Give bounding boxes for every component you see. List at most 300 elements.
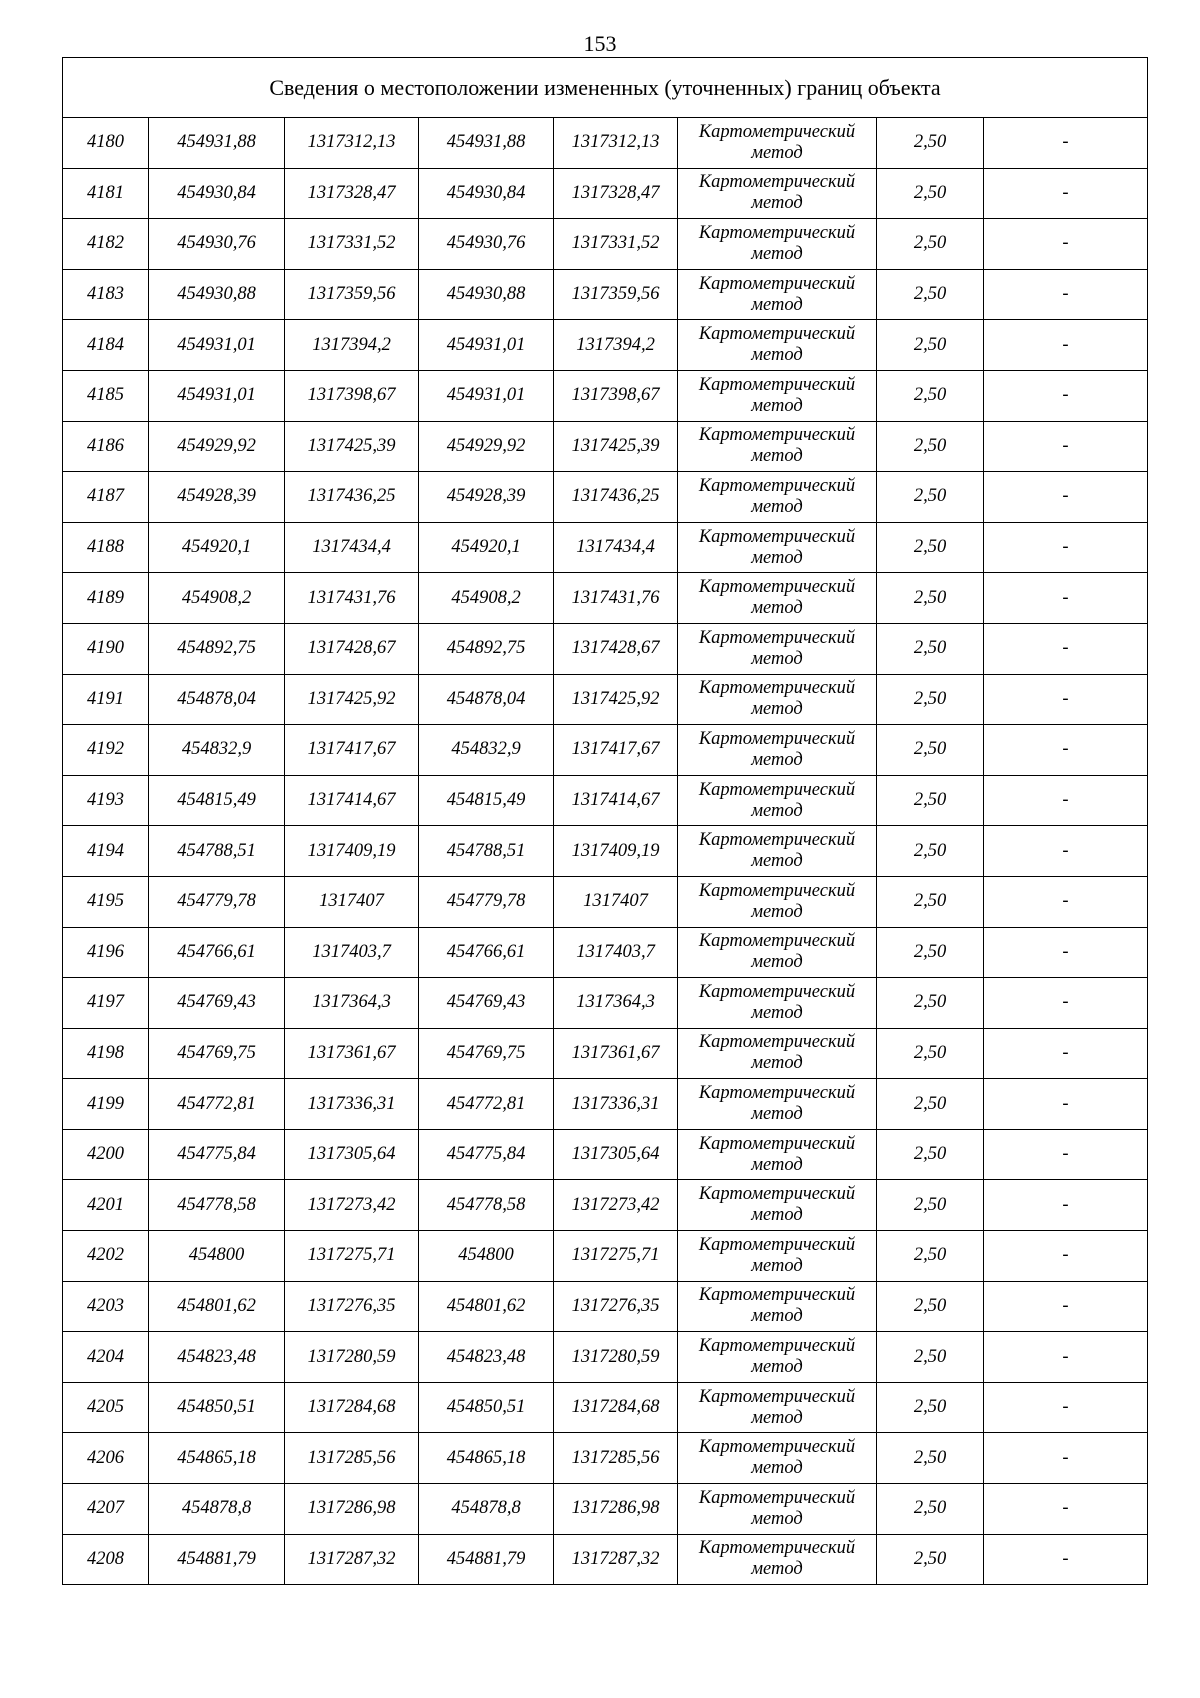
cell-point-number: 4187 [63,472,149,523]
cell-description: - [984,1382,1148,1433]
cell-description: - [984,876,1148,927]
cell-accuracy: 2,50 [877,674,984,725]
cell-y-existing: 1317414,67 [285,775,419,826]
cell-x-existing: 454931,01 [149,370,285,421]
cell-x-existing: 454779,78 [149,876,285,927]
cell-point-number: 4189 [63,573,149,624]
table-row [63,927,1148,978]
method-line-1: Картометрический [698,1487,856,1508]
method-line-1: Картометрический [698,1133,856,1154]
cell-x-new: 454929,92 [419,421,554,472]
method-line-2: метод [751,952,803,973]
cell-description: - [984,674,1148,725]
cell-x-new: 454778,58 [419,1180,554,1231]
cell-x-new: 454892,75 [419,623,554,674]
method-line-1: Картометрический [698,222,856,243]
cell-method [678,1534,877,1585]
cell-x-existing: 454930,84 [149,168,285,219]
method-line-1: Картометрический [698,1234,856,1255]
table-row [63,522,1148,573]
table-row [63,219,1148,270]
cell-point-number: 4200 [63,1129,149,1180]
cell-x-new: 454788,51 [419,826,554,877]
table-row [63,472,1148,523]
cell-x-existing: 454920,1 [149,522,285,573]
cell-point-number: 4196 [63,927,149,978]
cell-description: - [984,1028,1148,1079]
cell-x-existing: 454930,76 [149,219,285,270]
cell-y-new: 1317336,31 [554,1079,678,1130]
cell-y-existing: 1317275,71 [285,1231,419,1282]
table-row [63,1180,1148,1231]
method-line-1: Картометрический [698,981,856,1002]
cell-description: - [984,1484,1148,1535]
cell-method [678,1079,877,1130]
method-line-2: метод [751,1205,803,1226]
cell-point-number: 4206 [63,1433,149,1484]
method-line-2: метод [751,1407,803,1428]
table-title-row [63,58,1148,118]
boundary-coordinates-table [62,57,1148,1585]
cell-x-new: 454930,88 [419,269,554,320]
cell-point-number: 4192 [63,725,149,776]
cell-y-existing: 1317328,47 [285,168,419,219]
table-row [63,421,1148,472]
cell-accuracy: 2,50 [877,522,984,573]
cell-accuracy: 2,50 [877,927,984,978]
cell-point-number: 4205 [63,1382,149,1433]
cell-y-existing: 1317312,13 [285,118,419,169]
cell-method [678,370,877,421]
cell-x-existing: 454800 [149,1231,285,1282]
cell-y-existing: 1317336,31 [285,1079,419,1130]
cell-description: - [984,775,1148,826]
method-line-1: Картометрический [698,1538,856,1559]
cell-y-existing: 1317425,92 [285,674,419,725]
cell-y-existing: 1317436,25 [285,472,419,523]
method-line-2: метод [751,699,803,720]
cell-point-number: 4201 [63,1180,149,1231]
cell-x-new: 454930,76 [419,219,554,270]
cell-x-existing: 454931,01 [149,320,285,371]
cell-y-new: 1317425,39 [554,421,678,472]
cell-method [678,978,877,1029]
cell-method [678,472,877,523]
cell-y-existing: 1317280,59 [285,1332,419,1383]
cell-y-existing: 1317431,76 [285,573,419,624]
cell-point-number: 4195 [63,876,149,927]
cell-y-existing: 1317284,68 [285,1382,419,1433]
cell-accuracy: 2,50 [877,1079,984,1130]
cell-description: - [984,1129,1148,1180]
cell-y-existing: 1317305,64 [285,1129,419,1180]
method-line-2: метод [751,1255,803,1276]
cell-x-new: 454931,01 [419,320,554,371]
cell-x-existing: 454815,49 [149,775,285,826]
cell-y-new: 1317428,67 [554,623,678,674]
cell-y-existing: 1317428,67 [285,623,419,674]
cell-accuracy: 2,50 [877,775,984,826]
cell-y-existing: 1317287,32 [285,1534,419,1585]
method-line-2: метод [751,800,803,821]
cell-x-existing: 454930,88 [149,269,285,320]
cell-x-new: 454815,49 [419,775,554,826]
cell-y-new: 1317436,25 [554,472,678,523]
method-line-1: Картометрический [698,830,856,851]
method-line-2: метод [751,648,803,669]
cell-x-new: 454865,18 [419,1433,554,1484]
cell-method [678,320,877,371]
cell-y-new: 1317276,35 [554,1281,678,1332]
cell-accuracy: 2,50 [877,1180,984,1231]
cell-y-existing: 1317359,56 [285,269,419,320]
cell-method [678,573,877,624]
method-line-1: Картометрический [698,627,856,648]
cell-description: - [984,522,1148,573]
cell-y-new: 1317403,7 [554,927,678,978]
cell-x-new: 454801,62 [419,1281,554,1332]
cell-method [678,1332,877,1383]
method-line-1: Картометрический [698,475,856,496]
cell-point-number: 4184 [63,320,149,371]
method-line-2: метод [751,446,803,467]
cell-x-new: 454920,1 [419,522,554,573]
cell-y-new: 1317434,4 [554,522,678,573]
cell-y-new: 1317409,19 [554,826,678,877]
cell-x-new: 454779,78 [419,876,554,927]
cell-y-new: 1317328,47 [554,168,678,219]
cell-point-number: 4180 [63,118,149,169]
cell-y-new: 1317331,52 [554,219,678,270]
table-row [63,1382,1148,1433]
method-line-2: метод [751,345,803,366]
method-line-1: Картометрический [698,324,856,345]
cell-accuracy: 2,50 [877,1231,984,1282]
cell-point-number: 4190 [63,623,149,674]
table-row [63,978,1148,1029]
cell-x-new: 454800 [419,1231,554,1282]
cell-y-new: 1317361,67 [554,1028,678,1079]
cell-x-new: 454850,51 [419,1382,554,1433]
cell-accuracy: 2,50 [877,978,984,1029]
cell-x-new: 454769,75 [419,1028,554,1079]
cell-x-existing: 454766,61 [149,927,285,978]
method-line-2: метод [751,1559,803,1580]
cell-point-number: 4183 [63,269,149,320]
cell-accuracy: 2,50 [877,1382,984,1433]
table-row [63,1231,1148,1282]
cell-y-existing: 1317394,2 [285,320,419,371]
cell-description: - [984,573,1148,624]
cell-point-number: 4186 [63,421,149,472]
cell-x-new: 454930,84 [419,168,554,219]
table-row [63,168,1148,219]
cell-x-new: 454908,2 [419,573,554,624]
cell-x-existing: 454850,51 [149,1382,285,1433]
cell-description: - [984,1332,1148,1383]
cell-x-existing: 454929,92 [149,421,285,472]
table-row [63,1534,1148,1585]
method-line-2: метод [751,851,803,872]
cell-description: - [984,826,1148,877]
cell-x-existing: 454769,43 [149,978,285,1029]
cell-accuracy: 2,50 [877,269,984,320]
cell-y-new: 1317275,71 [554,1231,678,1282]
method-line-1: Картометрический [698,273,856,294]
page-number: 153 [583,31,617,56]
method-line-2: метод [751,1002,803,1023]
method-line-2: метод [751,496,803,517]
cell-point-number: 4191 [63,674,149,725]
cell-accuracy: 2,50 [877,725,984,776]
cell-accuracy: 2,50 [877,623,984,674]
method-line-1: Картометрический [698,1032,856,1053]
cell-accuracy: 2,50 [877,876,984,927]
method-line-2: метод [751,598,803,619]
method-line-1: Картометрический [698,172,856,193]
cell-y-existing: 1317285,56 [285,1433,419,1484]
cell-y-new: 1317312,13 [554,118,678,169]
cell-method [678,775,877,826]
cell-method [678,219,877,270]
cell-point-number: 4208 [63,1534,149,1585]
method-line-2: метод [751,1508,803,1529]
cell-x-new: 454931,88 [419,118,554,169]
cell-x-new: 454775,84 [419,1129,554,1180]
cell-point-number: 4185 [63,370,149,421]
method-line-2: метод [751,749,803,770]
cell-accuracy: 2,50 [877,320,984,371]
cell-y-new: 1317417,67 [554,725,678,776]
table-row [63,370,1148,421]
cell-x-new: 454769,43 [419,978,554,1029]
cell-x-existing: 454878,8 [149,1484,285,1535]
cell-x-existing: 454775,84 [149,1129,285,1180]
cell-description: - [984,927,1148,978]
cell-x-new: 454878,04 [419,674,554,725]
cell-method [678,1231,877,1282]
cell-description: - [984,623,1148,674]
cell-method [678,1484,877,1535]
table-row [63,269,1148,320]
cell-method [678,1028,877,1079]
cell-x-existing: 454832,9 [149,725,285,776]
cell-y-existing: 1317409,19 [285,826,419,877]
cell-x-existing: 454908,2 [149,573,285,624]
method-line-1: Картометрический [698,121,856,142]
method-line-2: метод [751,1306,803,1327]
table-row [63,826,1148,877]
cell-y-existing: 1317425,39 [285,421,419,472]
cell-x-new: 454928,39 [419,472,554,523]
table-row [63,1129,1148,1180]
cell-method [678,826,877,877]
table-row [63,1281,1148,1332]
cell-y-new: 1317364,3 [554,978,678,1029]
cell-description: - [984,168,1148,219]
table-row [63,573,1148,624]
cell-y-new: 1317407 [554,876,678,927]
cell-y-new: 1317431,76 [554,573,678,624]
table-row [63,623,1148,674]
method-line-2: метод [751,294,803,315]
cell-method [678,118,877,169]
cell-point-number: 4181 [63,168,149,219]
method-line-2: метод [751,1357,803,1378]
table-row [63,775,1148,826]
cell-description: - [984,219,1148,270]
cell-description: - [984,725,1148,776]
cell-description: - [984,1079,1148,1130]
cell-x-new: 454931,01 [419,370,554,421]
cell-accuracy: 2,50 [877,472,984,523]
cell-x-existing: 454931,88 [149,118,285,169]
cell-x-existing: 454788,51 [149,826,285,877]
cell-y-existing: 1317403,7 [285,927,419,978]
method-line-1: Картометрический [698,526,856,547]
method-line-2: метод [751,901,803,922]
method-line-2: метод [751,1053,803,1074]
cell-y-new: 1317414,67 [554,775,678,826]
cell-method [678,674,877,725]
cell-accuracy: 2,50 [877,370,984,421]
cell-point-number: 4207 [63,1484,149,1535]
cell-point-number: 4198 [63,1028,149,1079]
cell-x-new: 454766,61 [419,927,554,978]
method-line-1: Картометрический [698,1437,856,1458]
cell-method [678,1180,877,1231]
cell-y-new: 1317398,67 [554,370,678,421]
table-row [63,118,1148,169]
table-row [63,876,1148,927]
method-line-2: метод [751,243,803,264]
cell-description: - [984,370,1148,421]
cell-description: - [984,472,1148,523]
cell-point-number: 4199 [63,1079,149,1130]
cell-point-number: 4182 [63,219,149,270]
method-line-2: метод [751,1458,803,1479]
cell-y-new: 1317287,32 [554,1534,678,1585]
method-line-1: Картометрический [698,880,856,901]
cell-method [678,725,877,776]
cell-method [678,876,877,927]
table-title: Сведения о местоположении измененных (уточненных) границ объекта [63,58,1148,118]
cell-method [678,927,877,978]
cell-x-new: 454878,8 [419,1484,554,1535]
cell-point-number: 4197 [63,978,149,1029]
cell-y-existing: 1317407 [285,876,419,927]
cell-y-existing: 1317273,42 [285,1180,419,1231]
cell-y-existing: 1317364,3 [285,978,419,1029]
method-line-1: Картометрический [698,728,856,749]
cell-x-existing: 454878,04 [149,674,285,725]
table-row [63,1484,1148,1535]
cell-method [678,1281,877,1332]
method-line-1: Картометрический [698,374,856,395]
cell-accuracy: 2,50 [877,1129,984,1180]
method-line-1: Картометрический [698,1184,856,1205]
cell-description: - [984,1433,1148,1484]
cell-y-existing: 1317286,98 [285,1484,419,1535]
cell-description: - [984,1534,1148,1585]
cell-accuracy: 2,50 [877,1332,984,1383]
method-line-2: метод [751,395,803,416]
method-line-2: метод [751,1104,803,1125]
cell-description: - [984,1180,1148,1231]
cell-accuracy: 2,50 [877,421,984,472]
cell-y-new: 1317273,42 [554,1180,678,1231]
cell-x-existing: 454769,75 [149,1028,285,1079]
table-row [63,1079,1148,1130]
cell-accuracy: 2,50 [877,1028,984,1079]
method-line-1: Картометрический [698,931,856,952]
cell-description: - [984,118,1148,169]
cell-accuracy: 2,50 [877,1484,984,1535]
cell-x-new: 454823,48 [419,1332,554,1383]
cell-y-existing: 1317398,67 [285,370,419,421]
cell-point-number: 4203 [63,1281,149,1332]
cell-method [678,1382,877,1433]
method-line-1: Картометрический [698,1336,856,1357]
cell-y-existing: 1317434,4 [285,522,419,573]
cell-accuracy: 2,50 [877,826,984,877]
cell-x-existing: 454823,48 [149,1332,285,1383]
cell-description: - [984,978,1148,1029]
cell-method [678,421,877,472]
cell-x-new: 454881,79 [419,1534,554,1585]
cell-x-existing: 454881,79 [149,1534,285,1585]
cell-accuracy: 2,50 [877,1281,984,1332]
cell-point-number: 4188 [63,522,149,573]
cell-point-number: 4194 [63,826,149,877]
cell-description: - [984,421,1148,472]
cell-x-new: 454772,81 [419,1079,554,1130]
cell-point-number: 4204 [63,1332,149,1383]
cell-y-new: 1317305,64 [554,1129,678,1180]
method-line-1: Картометрический [698,1386,856,1407]
cell-x-existing: 454778,58 [149,1180,285,1231]
cell-y-existing: 1317417,67 [285,725,419,776]
cell-method [678,269,877,320]
cell-method [678,1433,877,1484]
cell-point-number: 4193 [63,775,149,826]
cell-method [678,522,877,573]
cell-accuracy: 2,50 [877,1534,984,1585]
table-row [63,1433,1148,1484]
cell-accuracy: 2,50 [877,219,984,270]
method-line-1: Картометрический [698,1083,856,1104]
cell-x-existing: 454801,62 [149,1281,285,1332]
cell-y-new: 1317280,59 [554,1332,678,1383]
cell-y-new: 1317284,68 [554,1382,678,1433]
cell-x-existing: 454928,39 [149,472,285,523]
cell-description: - [984,320,1148,371]
cell-x-new: 454832,9 [419,725,554,776]
cell-y-existing: 1317361,67 [285,1028,419,1079]
cell-point-number: 4202 [63,1231,149,1282]
cell-y-existing: 1317276,35 [285,1281,419,1332]
cell-x-existing: 454892,75 [149,623,285,674]
cell-method [678,168,877,219]
cell-description: - [984,1231,1148,1282]
cell-accuracy: 2,50 [877,1433,984,1484]
method-line-2: метод [751,142,803,163]
method-line-1: Картометрический [698,577,856,598]
cell-y-new: 1317285,56 [554,1433,678,1484]
table-row [63,320,1148,371]
table-row [63,1028,1148,1079]
cell-description: - [984,1281,1148,1332]
